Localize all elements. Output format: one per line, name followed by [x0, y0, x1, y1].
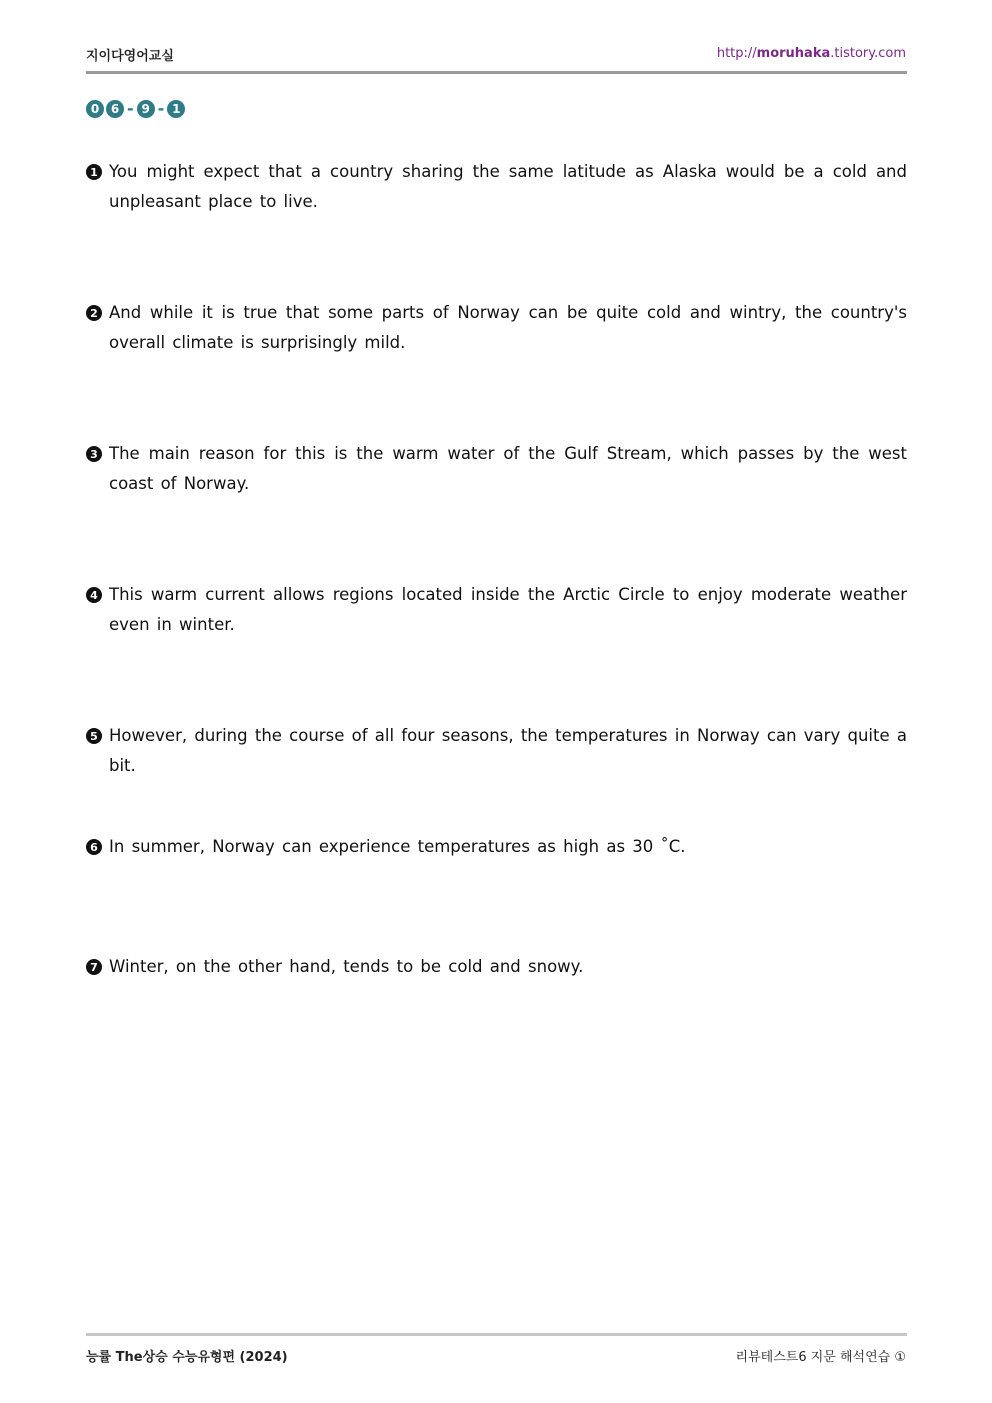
- code-badge-4: 1: [167, 100, 185, 118]
- sentence-number-3: 3: [86, 446, 102, 462]
- header-url[interactable]: [717, 46, 906, 61]
- sentence-number-5: 5: [86, 728, 102, 744]
- sentence-number-4: 4: [86, 587, 102, 603]
- sentence-number-1: 1: [86, 164, 102, 180]
- sentence-7: [86, 952, 907, 982]
- sentence-4: [86, 580, 907, 640]
- sentence-1: [86, 157, 907, 217]
- footer-rule: [86, 1333, 907, 1336]
- url-suffix: .tistory.com: [830, 46, 906, 61]
- header-title: 지이다영어교실: [86, 49, 174, 64]
- sentence-text-1: You might expect that a country sharing the same latitude as Alaska would be a cold and unpleasant place to live.: [109, 162, 907, 211]
- code-separator-2: -: [157, 99, 165, 118]
- sentence-number-6: 6: [86, 839, 102, 855]
- sentence-number-7: 7: [86, 959, 102, 975]
- footer-section-title: 리뷰테스트6 지문 해석연습 ①: [735, 1350, 906, 1365]
- sentence-number-2: 2: [86, 305, 102, 321]
- sentence-6: [86, 832, 907, 862]
- code-badge-2: 6: [106, 100, 124, 118]
- sentence-text-2: And while it is true that some parts of Norway can be quite cold and wintry, the country's overall climate is surprisingly mild.: [109, 303, 907, 352]
- sentence-2: [86, 298, 907, 358]
- sentence-3: [86, 439, 907, 499]
- footer-book-title: 능률 The상승 수능유형편 (2024): [86, 1350, 288, 1365]
- sentence-5: [86, 721, 907, 781]
- code-separator-1: -: [127, 99, 134, 118]
- code-badge-1: 0: [86, 100, 104, 118]
- sentence-text-6: In summer, Norway can experience temperatures as high as 30 ˚C.: [109, 837, 686, 856]
- sentence-text-4: This warm current allows regions located inside the Arctic Circle to enjoy moderate weather even in winter.: [109, 585, 907, 634]
- url-prefix: http://: [716, 46, 757, 61]
- url-bold: moruhaka: [756, 46, 831, 61]
- sentence-text-3: The main reason for this is the warm water of the Gulf Stream, which passes by the west coast of Norway.: [109, 444, 907, 493]
- sentence-text-5: However, during the course of all four seasons, the temperatures in Norway can vary quite a bit.: [109, 726, 907, 775]
- sentence-text-7: Winter, on the other hand, tends to be cold and snowy.: [109, 957, 584, 976]
- code-badge-3: 9: [137, 100, 155, 118]
- passage-code: [86, 99, 185, 118]
- header-rule: [86, 71, 907, 74]
